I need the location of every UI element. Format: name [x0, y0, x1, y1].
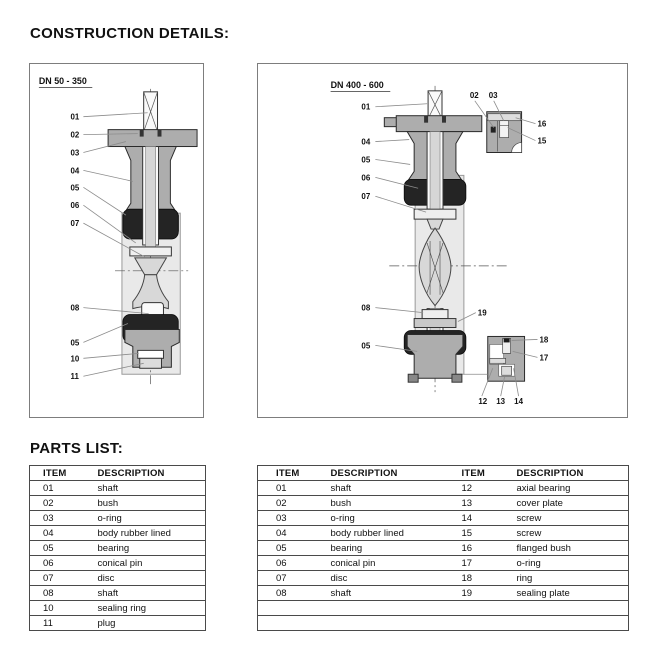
top-shaft [144, 92, 158, 132]
table-cell: body rubber lined [86, 526, 206, 541]
table-cell: sealing ring [86, 601, 206, 616]
svg-text:19: 19 [477, 308, 487, 318]
table-cell: o-ring [86, 511, 206, 526]
table-cell: 08 [258, 586, 316, 601]
table-cell: sealing plate [501, 586, 629, 601]
table-cell: 01 [258, 481, 316, 496]
table-cell: 02 [258, 496, 316, 511]
svg-text:08: 08 [70, 303, 80, 313]
table-cell: shaft [316, 481, 446, 496]
table-cell: screw [501, 511, 629, 526]
callout-05-upper [71, 183, 126, 215]
table-cell: 11 [30, 616, 86, 631]
svg-text:01: 01 [361, 102, 371, 112]
svg-text:05: 05 [361, 155, 371, 165]
table-row [30, 526, 206, 541]
table-row [258, 481, 629, 496]
callout-01 [361, 103, 427, 112]
table-cell: 05 [258, 541, 316, 556]
table-cell: 04 [30, 526, 86, 541]
top-flange [396, 116, 482, 132]
svg-text:04: 04 [70, 166, 80, 176]
page-title: CONSTRUCTION DETAILS: [30, 25, 230, 42]
table-cell: screw [501, 526, 629, 541]
svg-text:02: 02 [469, 90, 479, 100]
table-row [30, 571, 206, 586]
table-cell: 07 [258, 571, 316, 586]
table-cell [258, 601, 316, 616]
table-cell [258, 616, 316, 631]
table-cell: 06 [30, 556, 86, 571]
svg-text:05: 05 [361, 341, 371, 351]
dn400-600-label [331, 80, 391, 91]
table-cell: 03 [30, 511, 86, 526]
svg-text:05: 05 [70, 183, 80, 193]
column-header: ITEM [258, 466, 316, 481]
table-row [30, 496, 206, 511]
callout-01 [71, 113, 148, 122]
table-cell: shaft [86, 481, 206, 496]
top-flange [108, 130, 197, 147]
table-cell: 01 [30, 481, 86, 496]
svg-text:07: 07 [70, 219, 80, 229]
table-cell: bearing [316, 541, 446, 556]
table-row [258, 586, 629, 601]
callout-03 [71, 142, 126, 158]
svg-text:13: 13 [496, 397, 506, 407]
dn-range-label: DN 400 - 600 [330, 79, 384, 90]
table-cell: 06 [258, 556, 316, 571]
table-cell: 15 [446, 526, 501, 541]
svg-text:07: 07 [361, 192, 371, 202]
table-row [258, 496, 629, 511]
bottom-foot [408, 374, 418, 382]
table-cell [501, 616, 629, 631]
table-row [30, 601, 206, 616]
column-header: DESCRIPTION [316, 466, 446, 481]
table-cell: o-ring [501, 556, 629, 571]
table-cell: ring [501, 571, 629, 586]
table-cell: disc [86, 571, 206, 586]
table-cell [446, 616, 501, 631]
valve-cross-section-dn50-350 [30, 64, 203, 417]
diagram-box-dn50-350 [29, 63, 204, 418]
diagram-box-dn400-600 [257, 63, 628, 418]
parts-table-dn400-600 [257, 465, 629, 631]
table-cell: plug [86, 616, 206, 631]
svg-text:06: 06 [70, 201, 80, 211]
column-header: ITEM [446, 466, 501, 481]
shaft-rod [430, 132, 440, 212]
svg-text:04: 04 [361, 137, 371, 147]
table-row [258, 541, 629, 556]
column-header: ITEM [30, 466, 86, 481]
table-cell: shaft [86, 586, 206, 601]
detail-bottom-bearing [488, 336, 525, 381]
callout-05-upper [361, 155, 410, 164]
table-cell: 12 [446, 481, 501, 496]
table-row [258, 571, 629, 586]
table-row [258, 526, 629, 541]
table-cell: cover plate [501, 496, 629, 511]
top-shaft [428, 91, 442, 119]
table-cell: disc [316, 571, 446, 586]
bottom-foot [452, 374, 462, 382]
table-cell: 10 [30, 601, 86, 616]
sealing-ring [138, 350, 164, 358]
table-cell: 18 [446, 571, 501, 586]
column-header: DESCRIPTION [86, 466, 206, 481]
column-header: DESCRIPTION [501, 466, 629, 481]
table-cell: 02 [30, 496, 86, 511]
lower-neck [407, 334, 463, 378]
table-row [30, 616, 206, 631]
dn50-350-label [39, 76, 92, 88]
parts-table-dn50-350 [29, 465, 206, 631]
table-cell [446, 601, 501, 616]
callout-04 [361, 138, 409, 147]
table-cell: 07 [30, 571, 86, 586]
table-cell: 13 [446, 496, 501, 511]
table-cell: o-ring [316, 511, 446, 526]
svg-text:08: 08 [361, 303, 371, 313]
shaft-collar [130, 247, 172, 256]
svg-text:06: 06 [361, 173, 371, 183]
table-cell: 04 [258, 526, 316, 541]
svg-text:02: 02 [70, 130, 80, 140]
table-cell: shaft [316, 586, 446, 601]
lower-collar [422, 310, 448, 319]
bush-section [140, 130, 144, 137]
table-cell: bearing [86, 541, 206, 556]
table-cell: 17 [446, 556, 501, 571]
table-cell: axial bearing [501, 481, 629, 496]
table-cell: 19 [446, 586, 501, 601]
parts-list-title: PARTS LIST: [30, 440, 124, 457]
valve-cross-section-dn400-600 [258, 64, 627, 417]
callout-05-lower [71, 324, 128, 348]
table-row [30, 481, 206, 496]
dn-range-label: DN 50 - 350 [38, 75, 87, 86]
sealing-plate [414, 319, 456, 328]
table-row [258, 616, 629, 631]
svg-text:03: 03 [488, 90, 498, 100]
svg-text:15: 15 [537, 136, 547, 146]
svg-text:14: 14 [514, 397, 524, 407]
svg-text:11: 11 [70, 372, 79, 382]
svg-text:16: 16 [537, 119, 547, 129]
table-cell: conical pin [316, 556, 446, 571]
table-cell: 08 [30, 586, 86, 601]
o-ring-section [442, 116, 446, 123]
svg-text:03: 03 [70, 148, 80, 158]
table-cell [501, 601, 629, 616]
table-cell: bush [316, 496, 446, 511]
table-row [30, 541, 206, 556]
table-cell: 16 [446, 541, 501, 556]
table-cell: 05 [30, 541, 86, 556]
shaft-rod [146, 147, 156, 247]
o-ring-section [158, 130, 162, 137]
table-cell [316, 616, 446, 631]
table-cell: conical pin [86, 556, 206, 571]
table-row [30, 586, 206, 601]
table-cell: 14 [446, 511, 501, 526]
svg-text:05: 05 [70, 338, 80, 348]
table-cell: flanged bush [501, 541, 629, 556]
svg-text:01: 01 [70, 112, 80, 122]
svg-text:10: 10 [70, 354, 80, 364]
callout-08 [361, 304, 423, 313]
table-cell: body rubber lined [316, 526, 446, 541]
table-cell: 03 [258, 511, 316, 526]
table-row [258, 511, 629, 526]
table-row [30, 556, 206, 571]
callout-04 [71, 166, 133, 181]
svg-text:12: 12 [478, 397, 488, 407]
table-cell: bush [86, 496, 206, 511]
svg-text:18: 18 [539, 335, 549, 345]
table-row [258, 556, 629, 571]
bush-section [424, 116, 428, 123]
table-row [258, 601, 629, 616]
table-row [30, 511, 206, 526]
svg-text:17: 17 [539, 353, 549, 363]
table-cell [316, 601, 446, 616]
